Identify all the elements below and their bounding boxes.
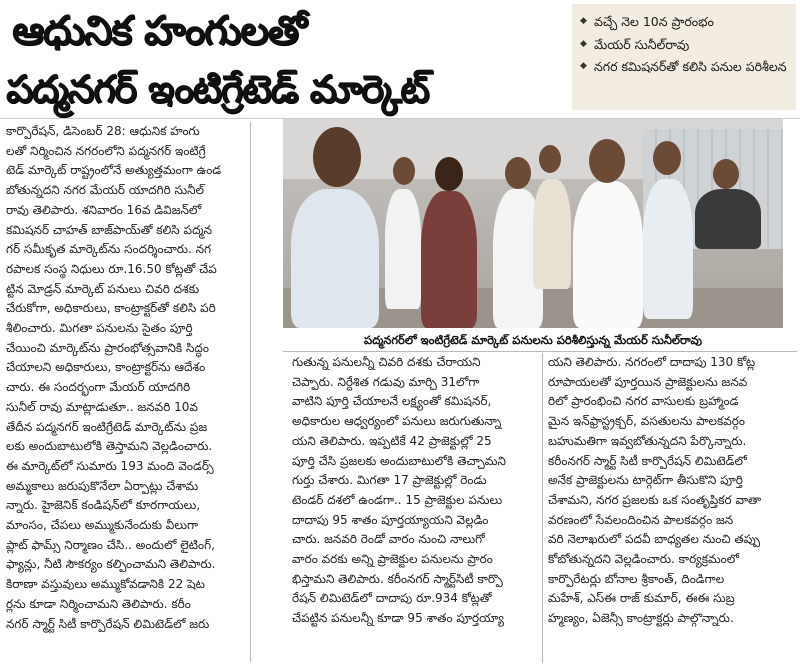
- article-column-2: [292, 353, 538, 663]
- article-text-line: లతో నిర్మించిన నగరంలోని పద్మనగర్ ఇంటిగ్రే: [6, 143, 206, 158]
- article-text-line: చేపట్టిన పనులన్నీ కూడా 95 శాతం పూర్తయ్యా: [292, 611, 504, 626]
- photo-person-head: [653, 141, 681, 175]
- column-divider: [542, 353, 543, 663]
- article-text-line: అధికారుల ఆధ్వర్యంలో పనులు జరుగుతున్నా: [292, 414, 502, 429]
- article-text-line: కరీంనగర్ స్మార్ట్ సిటీ కార్పొరేషన్ లిమిటెడ్‌లో: [548, 453, 747, 468]
- article-text-line: మైన ఇన్‌ఫ్రాస్ట్రక్చర్, వసతులను పాలకవర్గం: [548, 414, 746, 429]
- article-text-line: కమిషనర్ చాహత్ బాజ్‌పాయ్‌తో కలిసి పద్మన: [6, 222, 213, 237]
- article-text-line: కార్పొరేటర్లు బోనాల శ్రీకాంత్, దిండిగాల: [548, 571, 725, 586]
- highlight-item: ◆ వచ్చే నెల 10న ప్రారంభం: [580, 10, 788, 33]
- article-text-line: అనేక ప్రాజెక్టులను టార్గెట్‌గా తీసుకొని పూర్తి: [548, 473, 743, 488]
- photo-person-head: [505, 157, 531, 189]
- news-photo: [283, 119, 783, 328]
- article-text-line: చేశామని, నగర ప్రజలకు ఒక సంతృప్తికర వాతా: [548, 492, 762, 507]
- article-text-line: తేదీన పద్మనగర్ ఇంటిగ్రేటెడ్ మార్కెట్‌ను ప్రజ: [6, 419, 208, 434]
- article-text-line: రేషన్ లిమిటెడ్‌లో దాదాపు రూ.934 కోట్లతో: [292, 591, 492, 606]
- article-text-line: లకు అందుబాటులోకి తెస్తామని వెల్లడించారు.: [6, 439, 213, 454]
- article-text-line: టెండర్ దశలో ఉండగా.. 15 ప్రాజెక్టుల పనులు: [292, 492, 503, 507]
- article-text-line: నగర్ స్మార్ట్ సిటీ కార్పొరేషన్ లిమిటెడ్‌లో జరు: [6, 616, 210, 631]
- article-text-line: చెప్పారు. నిర్దేశిత గడువు మార్చి 31లోగా: [292, 374, 480, 389]
- article-text-line: వరణంలో సేవలందించిన పాలకవర్గం జన: [548, 512, 734, 527]
- article-text-line: భిస్తామని తెలిపారు. కరీంనగర్ స్మార్ట్‌సిటీ కార్పొ: [292, 571, 503, 586]
- article-text-line: వాటిని పూర్తి చేయాలనే లక్ష్యంతో కమిషనర్,: [292, 394, 492, 409]
- headline: [6, 2, 566, 120]
- article-text-line: రిలో ప్రారంభించి నగర వాసులకు బ్రహ్మాండ: [548, 394, 739, 409]
- article-text-line: పూర్తి చేసి ప్రజలకు అందుబాటులోకి తెచ్చామని: [292, 453, 506, 468]
- article-text-line: మహేశ్, ఎస్ఈ రాజ్ కుమార్, ఈఈ సుబ్ర: [548, 591, 735, 606]
- photo-caption: పద్మనగర్‌లో ఇంటిగ్రేటెడ్ మార్కెట్ పనులను పరిశీలిస్తున్న మేయర్ సునీల్‌రావు: [364, 333, 702, 347]
- photo-person-head: [393, 157, 415, 185]
- article-text-line: రావు తెలిపారు. శనివారం 16వ డివిజన్‌లో: [6, 202, 202, 217]
- article-text-line: కిరాణా వస్తువులు అమ్ముకోవడానికి 22 షెట: [6, 577, 205, 592]
- article-text-line: యని తెలిపారు. ఇప్పటికే 42 ప్రాజెక్టుల్లో 25: [292, 433, 492, 448]
- photo-person-head: [589, 139, 625, 183]
- article-text-line: న్నారు. హైజెనిక్ కండిషన్‌లో కూరగాయలు,: [6, 498, 201, 513]
- highlights-list: [580, 10, 788, 77]
- article-column-3: [548, 353, 796, 663]
- article-text-line: బహుమతిగా ఇవ్వబోతున్నదని పేర్కొన్నారు.: [548, 433, 747, 448]
- article-text-line: టెడ్ మార్కెట్ రాష్ట్రంలోనే అత్యుత్తమంగా ఉండ: [6, 163, 222, 178]
- article-text-line: రూపాయలతో పూర్తయిన ప్రాజెక్టులను జనవ: [548, 374, 748, 389]
- article-text-line: గుతున్న పనులన్నీ చివరి దశకు చేరాయని: [292, 355, 481, 369]
- article-text-line: కార్పొరేషన్, డిసెంబర్ 28: ఆధునిక హంగు: [6, 124, 200, 138]
- article-text-line: శీలించారు. మిగతా పనులను సైతం పూర్తి: [6, 321, 193, 336]
- caption-divider: [283, 351, 797, 352]
- highlights-box: [572, 4, 796, 110]
- article-column-1: [6, 122, 246, 662]
- highlight-item: ◆ మేయర్ సునీల్‌రావు: [580, 33, 788, 56]
- photo-person: [385, 189, 421, 309]
- article-text-line: ప్లాట్ ఫామ్స్ నిర్మాణం చేసి.. అందులో లైటింగ్,: [6, 537, 215, 552]
- article-text-line: అమ్మకాలు జరుపుకొనేలా ఏర్పాట్లు చేశామ: [6, 478, 199, 493]
- photo-person: [533, 179, 571, 289]
- column-divider: [250, 122, 251, 662]
- article-text-line: ఈ మార్కెట్‌లో సుమారు 193 మంది వెండర్స్: [6, 458, 214, 473]
- photo-person: [291, 189, 379, 328]
- article-text-line: సునీల్ రావు మాట్లాడుతూ.. జనవరి 10వ: [6, 399, 198, 414]
- article-text-line: చేరుకోగా, అధికారులు, కాంట్రాక్టర్‌తో కలిసి పరి: [6, 301, 216, 316]
- article-text-line: ర్లను కూడా నిర్మించామని తెలిపారు. కరీం: [6, 596, 191, 611]
- article-text-line: మాంసం, చేపలు అమ్ముకునేందుకు వీలుగా: [6, 518, 199, 533]
- article-text-line: ట్టిన మోడ్రన్ మార్కెట్ పనులు చివరి దశకు: [6, 281, 200, 296]
- article-text-line: వారం వరకు అన్ని ప్రాజెక్టుల పనులను ప్రారం: [292, 552, 493, 567]
- highlight-item: ◆ నగర కమిషనర్‌తో కలిసి పనుల పరిశీలన: [580, 56, 788, 77]
- article-text-line: చారు. జనవరి రెండో వారం నుంచి నాలుగో: [292, 532, 485, 547]
- article-text-line: రపాలక సంస్థ నిధులు రూ.16.50 కోట్లతో చేప: [6, 261, 217, 276]
- article-text-line: గుర్తు చేశారు. మిగతా 17 ప్రాజెక్టుల్లో రెండు: [292, 473, 487, 488]
- article-text-line: ఫ్యాన్లు, నీటి సౌకర్యం కల్పించామని తెలిపారు.: [6, 557, 216, 572]
- photo-person-head: [313, 127, 361, 187]
- article-text-line: బోతున్నదని నగర మేయర్ యాదగిరి సునీల్: [6, 183, 205, 198]
- photo-person: [421, 191, 477, 328]
- photo-person: [643, 179, 693, 319]
- photo-person-head: [539, 145, 561, 173]
- photo-person-head: [435, 157, 463, 191]
- article-text-line: యని తెలిపారు. నగరంలో దాదాపు 130 కోట్ల: [548, 355, 756, 369]
- article-text-line: చారు. ఈ సందర్భంగా మేయర్ యాదగిరి: [6, 380, 191, 395]
- article-text-line: కోబోతున్నదని వెల్లడించారు. కార్యక్రమంలో: [548, 552, 740, 567]
- headline-line-2: పద్మనగర్ ఇంటిగ్రేటెడ్ మార్కెట్: [6, 67, 429, 111]
- article-text-line: చేయించి మార్కెట్‌ను ప్రారంభోత్సవానికి సిద్ధం: [6, 340, 209, 355]
- article-text-line: చేయాలని అధికారులు, కాంట్రాక్టర్‌ను ఆదేశం: [6, 360, 206, 375]
- photo-person-head: [713, 159, 739, 189]
- article-text-line: వరి నెలాఖరులో పదవీ బాధ్యతల నుంచి తప్పు: [548, 532, 761, 547]
- article-text-line: దాదాపు 95 శాతం పూర్తయ్యాయని వెల్లడిం: [292, 512, 489, 527]
- photo-person: [695, 189, 761, 249]
- article-text-line: హ్మణ్యం, ఏజెన్సీ కాంట్రాక్టర్లు పాల్గొన్నారు.: [548, 611, 734, 626]
- headline-line-1: ఆధునిక హంగులతో: [12, 8, 306, 54]
- article-text-line: గర్ సమీకృత మార్కెట్‌ను సందర్శించారు. నగ: [6, 242, 212, 257]
- photo-person: [573, 181, 643, 328]
